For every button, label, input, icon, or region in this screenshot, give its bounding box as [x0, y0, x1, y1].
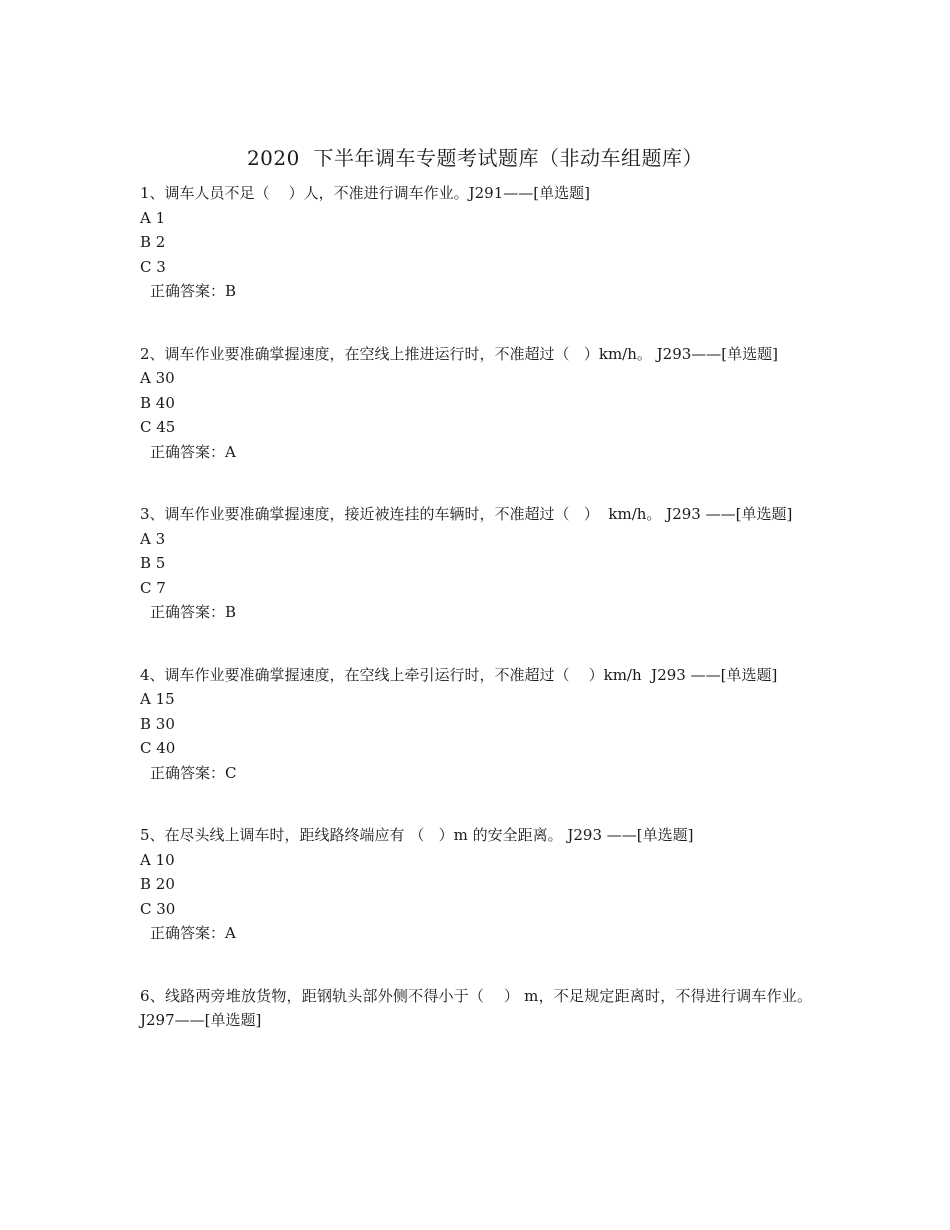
answer-value: A [225, 924, 236, 942]
answer-label: 正确答案： [150, 924, 226, 942]
question-3 [140, 502, 812, 625]
question-text: 5、在尽头线上调车时，距线路终端应有 （ ）m 的安全距离。 J293 ——[单选题] [140, 826, 694, 844]
answer-line [140, 600, 812, 625]
answer-value: A [225, 442, 236, 461]
answer-label: 正确答案： [150, 282, 226, 300]
option-a: A 15 [140, 690, 175, 708]
answer-line [140, 440, 812, 465]
answer-label: 正确答案： [150, 442, 226, 461]
option-b: B 2 [140, 233, 166, 251]
question-4 [140, 663, 812, 786]
question-2 [140, 342, 812, 465]
option-c: C 30 [140, 899, 176, 918]
option-a: A 1 [140, 208, 166, 227]
answer-label: 正确答案： [150, 763, 226, 782]
question-text: 1、调车人员不足（ ）人，不准进行调车作业。J291——[单选题] [140, 184, 590, 202]
option-b: B 5 [140, 554, 166, 572]
option-c: C 3 [140, 257, 166, 276]
answer-line [140, 921, 812, 946]
document-title: 2020 下半年调车专题考试题库（非动车组题库） [246, 146, 704, 170]
question-5 [140, 823, 812, 946]
question-1 [140, 181, 812, 304]
answer-label: 正确答案： [150, 603, 226, 621]
option-c: C 45 [140, 418, 176, 436]
answer-line [140, 279, 812, 304]
answer-value: B [225, 603, 237, 621]
answer-line [140, 761, 812, 786]
option-c: C 7 [140, 578, 166, 597]
option-a: A 30 [140, 369, 175, 387]
option-a: A 3 [140, 529, 166, 548]
question-text: 6、线路两旁堆放货物，距钢轨头部外侧不得小于（ ） m，不足规定距离时，不得进行调车作业。 J297——[单选题] [140, 986, 817, 1029]
option-b: B 30 [140, 714, 175, 733]
answer-value: B [225, 282, 237, 300]
question-text: 3、调车作业要准确掌握速度，接近被连挂的车辆时，不准超过（ ） km/h。 J293 ——[单选题] [140, 505, 793, 523]
question-text: 4、调车作业要准确掌握速度，在空线上牵引运行时，不准超过（ ）km/h J293 ——[单选题] [140, 665, 778, 684]
option-b: B 20 [140, 875, 175, 893]
question-6 [140, 984, 817, 1033]
answer-value: C [225, 763, 237, 782]
option-a: A 10 [140, 850, 175, 869]
option-b: B 40 [140, 393, 175, 412]
question-list [140, 181, 817, 1071]
question-text: 2、调车作业要准确掌握速度，在空线上推进运行时，不准超过（ ）km/h。 J293——[单选题] [140, 344, 778, 363]
option-c: C 40 [140, 739, 176, 757]
